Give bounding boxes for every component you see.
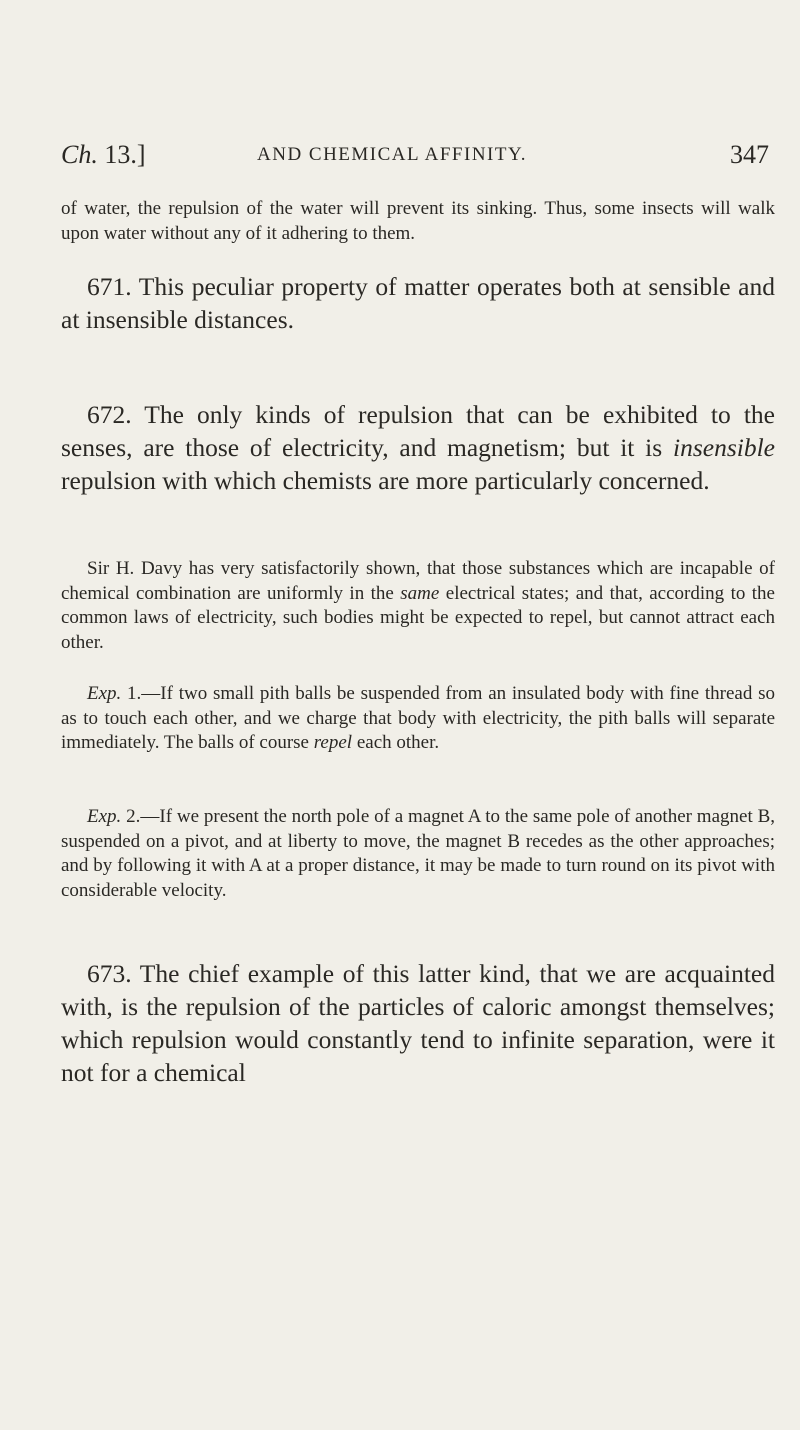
davy-note-text-1: Sir H. Davy has very satisfactorily shown, that those substances which are incapable of chemical combination are uniformly in the	[61, 558, 775, 604]
davy-note-text-2: electrical states; and that, according to the common laws of electricity, such bodies might be expected to repel, but cannot attract each other.	[61, 582, 775, 653]
experiment-2	[61, 805, 775, 903]
experiment-1-emphasis: repel	[313, 732, 353, 754]
davy-note	[61, 557, 775, 655]
paragraph-672-emphasis: insensible	[673, 433, 775, 462]
page-number: 347	[730, 140, 769, 169]
chapter-label: Ch.	[61, 140, 98, 169]
experiment-1-text-end: each other.	[352, 732, 440, 754]
paragraph-672-text-2: repulsion with which chemists are more particularly concerned.	[61, 466, 710, 495]
davy-note-emphasis: same	[400, 582, 440, 604]
experiment-1	[61, 682, 775, 756]
book-page	[55, 0, 775, 1430]
experiment-1-label: Exp.	[87, 683, 122, 704]
paragraph-672-text-1: 672. The only kinds of repulsion that can be exhibited to the senses, are those of electricity, and magnetism; but it is	[61, 400, 775, 462]
paragraph-673: 673. The chief example of this latter kind, that we are acquainted with, is the repulsion of the particles of caloric amongst themselves; which repulsion would constantly tend to infinite separation, were it not for a chemical	[61, 959, 775, 1087]
running-header	[61, 140, 775, 180]
chapter-reference	[61, 140, 146, 170]
experiment-2-text: 2.—If we present the north pole of a magnet A to the same pole of another magnet B, suspended on a pivot, and at liberty to move, the magnet B recedes as the other approaches; and by following it with A at a proper distance, it may be made to turn round on its pivot with considerable velocity.	[61, 806, 775, 901]
chapter-number: 13.]	[104, 140, 146, 169]
continued-paragraph: of water, the repulsion of the water will prevent its sinking. Thus, some insects will walk upon water without any of it adhering to them.	[61, 198, 775, 244]
paragraph-671: 671. This peculiar property of matter operates both at sensible and at insensible distances.	[61, 272, 775, 334]
experiment-1-text: 1.—If two small pith balls be suspended from an insulated body with fine thread so as to touch each other, and we charge that body with electricity, the pith balls will separate immediately. The balls of course	[61, 683, 775, 754]
running-title: AND CHEMICAL AFFINITY.	[257, 144, 527, 165]
paragraph-672	[61, 398, 775, 497]
experiment-2-label: Exp.	[87, 806, 122, 827]
